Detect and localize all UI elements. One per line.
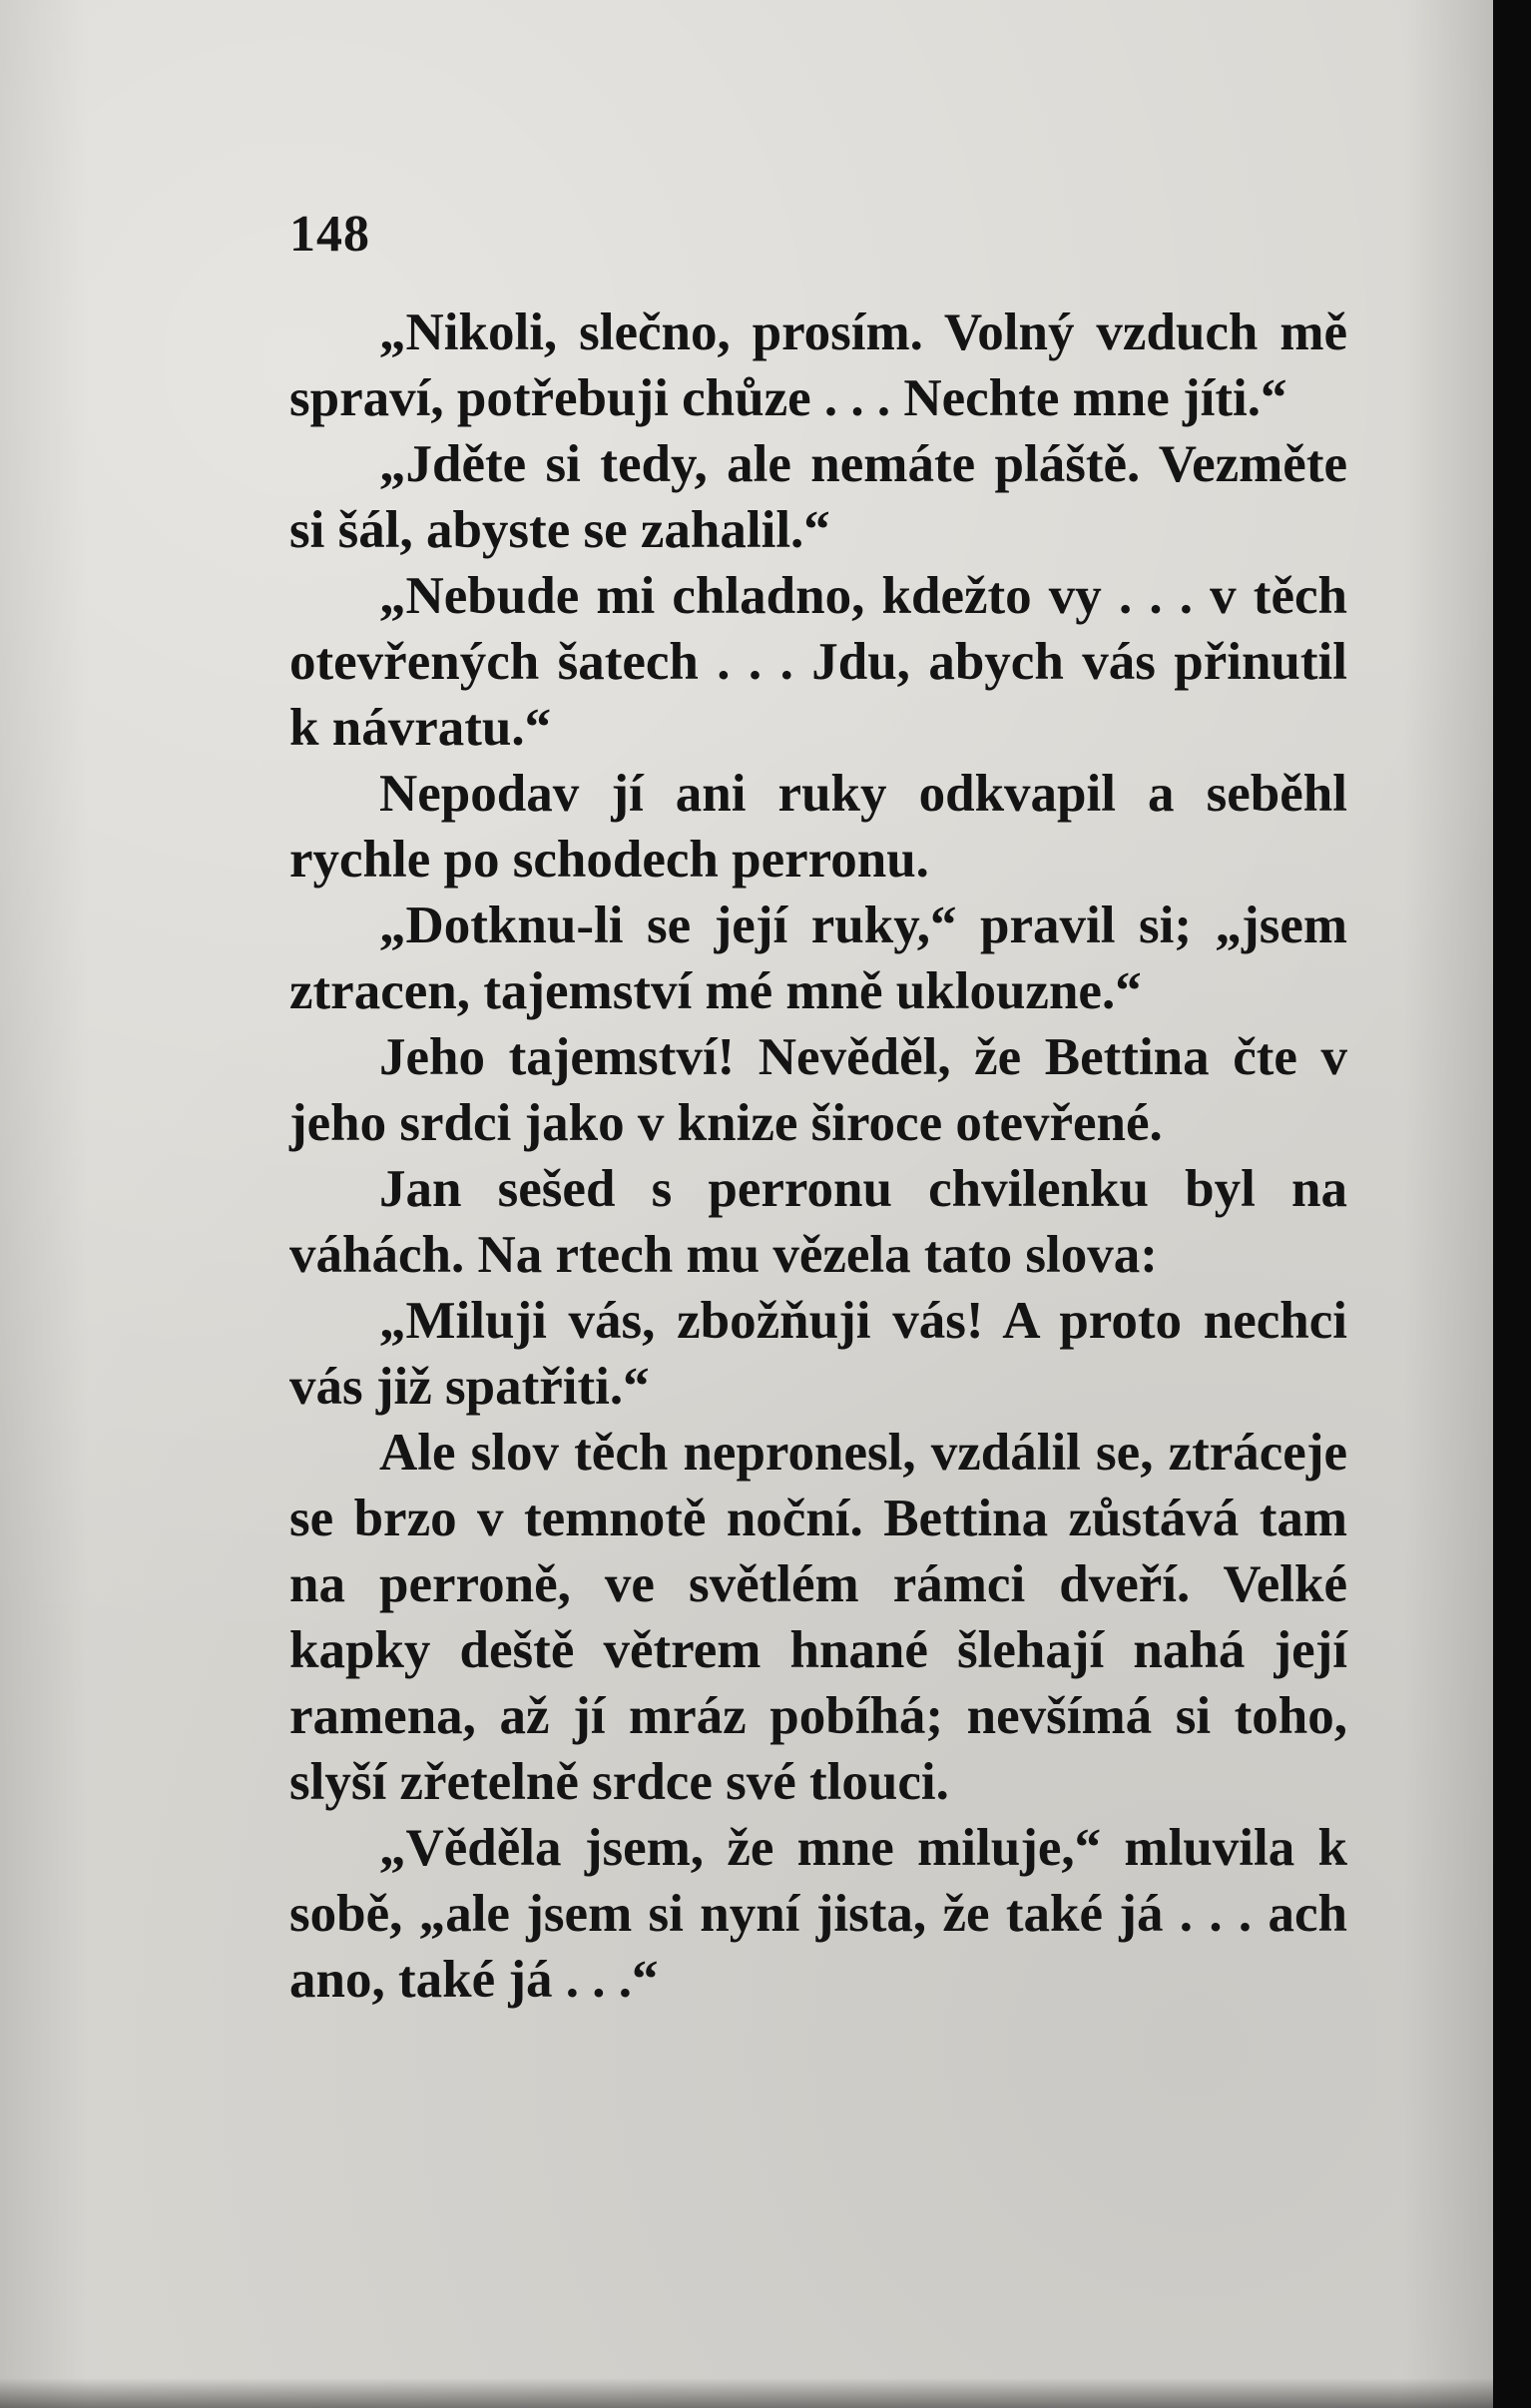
body-text xyxy=(289,300,1347,2013)
scan-border xyxy=(1493,0,1531,2408)
paragraph: Jan sešed s perronu chvilenku byl na váhách. Na rtech mu vězela tato slova: xyxy=(289,1160,1347,1284)
paragraph: „Nebude mi chladno, kdežto vy . . . v těch otevřených šatech . . . Jdu, abych vás přinutil k návratu.“ xyxy=(289,567,1347,757)
paragraph: Jeho tajemství! Nevěděl, že Bettina čte v jeho srdci jako v knize široce otevřené. xyxy=(289,1028,1347,1152)
paragraph: „Jděte si tedy, ale nemáte pláště. Vezměte si šál, abyste se zahalil.“ xyxy=(289,435,1347,559)
paragraph: „Miluji vás, zbožňuji vás! A proto nechci vás již spatřiti.“ xyxy=(289,1292,1347,1416)
paragraph: Ale slov těch nepronesl, vzdálil se, ztráceje se brzo v temnotě noční. Bettina zůstává tam na perroně, ve světlém rámci dveří. Velké kapky deště větrem hnané šlehají nahá její ramena, až jí mráz pobíhá; nevšímá si toho, slyší zřetelně srdce své tlouci. xyxy=(289,1424,1347,1811)
paragraph: „Věděla jsem, že mne miluje,“ mluvila k sobě, „ale jsem si nyní jista, že také já . . . ach ano, také já . . .“ xyxy=(289,1819,1347,2009)
page-bottom-shadow xyxy=(0,2378,1493,2408)
paragraph: Nepodav jí ani ruky odkvapil a seběhl rychle po schodech perronu. xyxy=(289,765,1347,889)
paragraph: „Nikoli, slečno, prosím. Volný vzduch mě spraví, potřebuji chůze . . . Nechte mne jíti.“ xyxy=(289,303,1347,427)
page-number: 148 xyxy=(289,206,370,263)
paragraph: „Dotknu-li se její ruky,“ pravil si; „jsem ztracen, tajemství mé mně uklouzne.“ xyxy=(289,897,1347,1020)
